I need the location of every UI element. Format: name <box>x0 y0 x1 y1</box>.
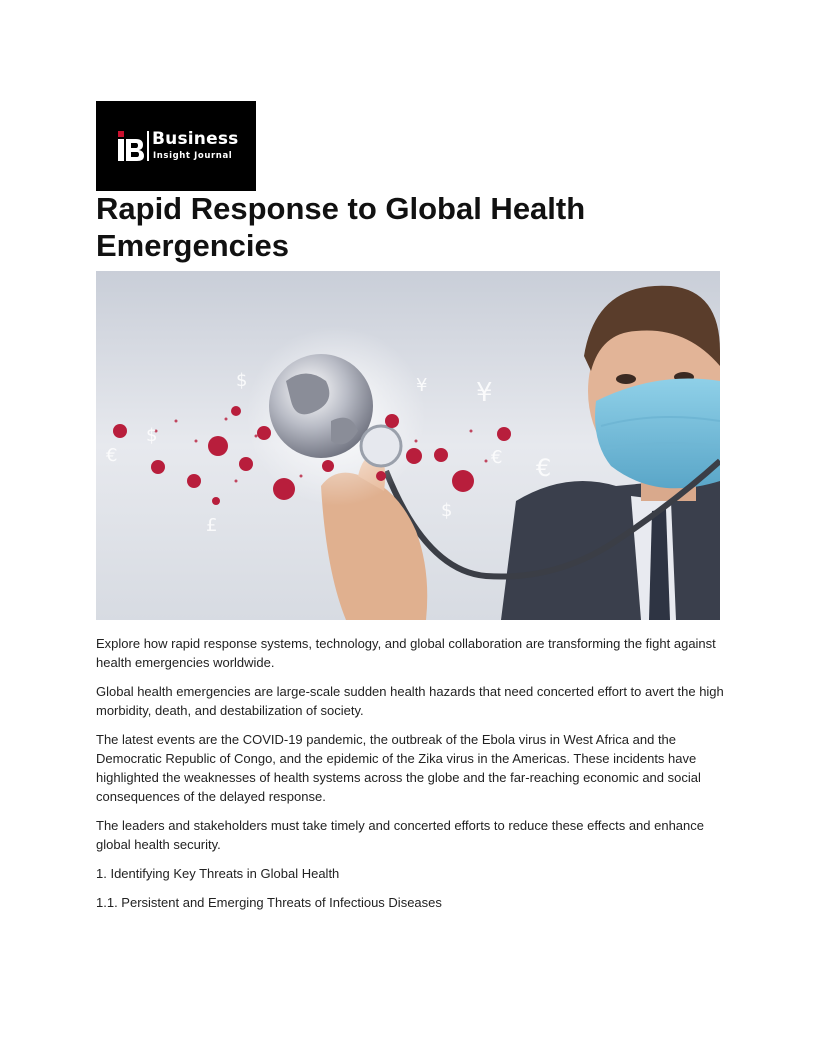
article-title: Rapid Response to Global Health Emergencies <box>96 191 586 263</box>
article-body <box>96 634 726 922</box>
publication-logo[interactable] <box>96 101 256 191</box>
hero-image <box>96 271 720 620</box>
svg-text:$: $ <box>146 425 158 446</box>
article-paragraph: The latest events are the COVID-19 pandemic, the outbreak of the Ebola virus in West Africa and the Democratic Republic of Congo, and the epidemic of the Zika virus in the Americas. These incidents have highlighted the weaknesses of health systems across the globe and the far-reaching economic and social consequences of the delayed response. <box>96 732 701 804</box>
svg-text:€: € <box>536 454 552 482</box>
svg-text:£: £ <box>206 515 218 536</box>
svg-text:¥: ¥ <box>476 378 493 408</box>
svg-text:¥: ¥ <box>416 375 428 396</box>
article-intro: Explore how rapid response systems, technology, and global collaboration are transforming the fight against health emergencies worldwide. <box>96 636 716 670</box>
logo-subtitle: Insight Journal <box>153 151 233 161</box>
section-heading: 1. Identifying Key Threats in Global Health <box>96 866 340 881</box>
article-paragraph: Global health emergencies are large-scale sudden health hazards that need concerted effort to avert the high morbidity, death, and destabilization of society. <box>96 684 724 718</box>
svg-text:€: € <box>491 447 503 468</box>
logo-wordmark: Business <box>152 129 239 149</box>
subsection-heading: 1.1. Persistent and Emerging Threats of Infectious Diseases <box>96 895 442 910</box>
logo-divider <box>147 131 149 161</box>
logo-b-icon <box>118 131 144 161</box>
svg-text:€: € <box>106 445 118 466</box>
svg-text:$: $ <box>441 500 453 521</box>
hero-illustration <box>96 271 720 620</box>
article-paragraph: The leaders and stakeholders must take timely and concerted efforts to reduce these effects and enhance global health security. <box>96 818 704 852</box>
svg-text:$: $ <box>236 370 248 391</box>
